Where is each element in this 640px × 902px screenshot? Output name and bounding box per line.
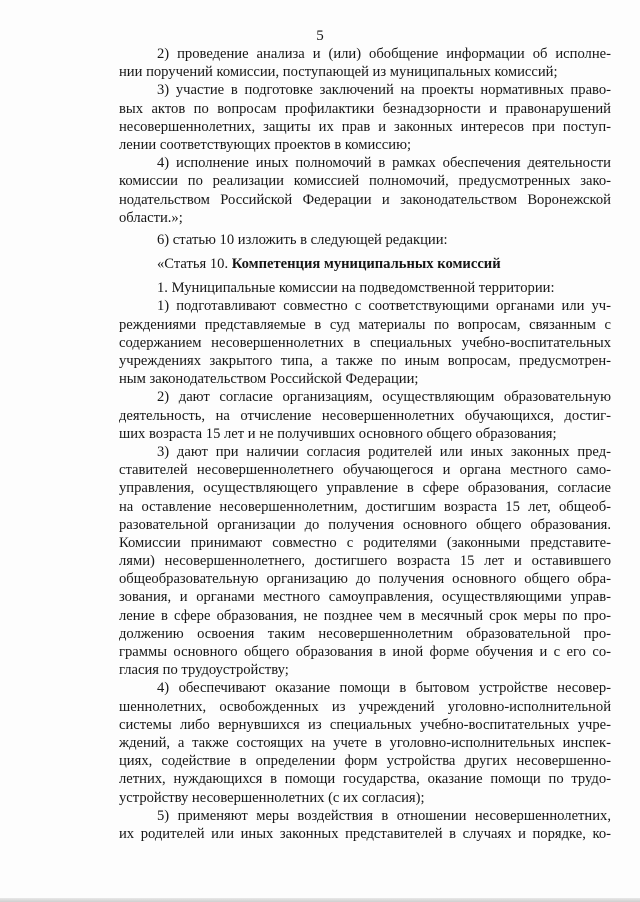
text-line: 3) дают при наличии согласия родителей или иных законных пред- bbox=[157, 443, 611, 460]
text-line: нодательством Российской Федерации и законодательством Воронежской bbox=[119, 191, 611, 208]
text-line: ным законодательством Российской Федерации; bbox=[119, 371, 419, 388]
text-line: 2) дают согласие организациям, осуществляющим образовательную bbox=[157, 389, 611, 406]
text-line: вых актов по вопросам профилактики безнадзорности и правонарушений bbox=[119, 100, 611, 117]
scan-edge bbox=[0, 898, 640, 902]
text-line: 3) участие в подготовке заключений на проекты нормативных право- bbox=[157, 82, 611, 99]
text-line: 6) статью 10 изложить в следующей редакции: bbox=[157, 231, 448, 248]
text-line: ждений, а также состоящих на учете в уголовно-исполнительных инспек- bbox=[119, 734, 611, 751]
text-line: шеннолетних, освобожденных из учреждений уголовно-исполнительной bbox=[119, 698, 611, 715]
text-line: Комиссии принимают совместно с родителями (законными представите- bbox=[119, 534, 611, 551]
text-line: 5) применяют меры воздействия в отношении несовершеннолетних, bbox=[157, 807, 611, 824]
text-line: устройству несовершеннолетних (с их согласия); bbox=[119, 789, 425, 806]
text-line: их родителей или иных законных представителей в случаях и порядке, ко- bbox=[119, 825, 611, 842]
article-heading-title: Компетенция муниципальных комиссий bbox=[231, 256, 501, 273]
text-line: системы либо вернувшихся из специальных учебно-воспитательных учре- bbox=[119, 716, 611, 733]
text-line: содержанием несовершеннолетних в специальных учебно-воспитательных bbox=[119, 334, 611, 351]
text-line: нии поручений комиссии, поступающей из муниципальных комиссий; bbox=[119, 64, 558, 81]
text-line: 4) исполнение иных полномочий в рамках обеспечения деятельности bbox=[157, 155, 611, 172]
document-body bbox=[119, 45, 611, 843]
text-line: ших возраста 15 лет и не получивших основного общего образования; bbox=[119, 425, 557, 442]
text-line: управления, осуществляющего управление в сфере образования, согласие bbox=[119, 480, 611, 497]
page-number: 5 bbox=[316, 28, 324, 44]
article-heading-prefix: «Статья 10. bbox=[157, 256, 232, 273]
text-line: граммы основного общего образования в иной форме обучения и с его со- bbox=[119, 644, 611, 660]
text-line: 1. Муниципальные комиссии на подведомственной территории: bbox=[157, 280, 555, 297]
text-line: общеобразовательную организацию до получения основного общего обра- bbox=[119, 571, 611, 588]
text-line: ставителей несовершеннолетнего обучающегося и органа местного само- bbox=[119, 462, 611, 479]
text-line: 1) подготавливают совместно с соответствующими органами или уч- bbox=[157, 298, 611, 315]
text-line: комиссии по реализации комиссией полномочий, предусмотренных зако- bbox=[119, 173, 611, 190]
article-heading bbox=[119, 255, 611, 273]
text-line: 2) проведение анализа и (или) обобщение информации об исполне- bbox=[157, 46, 611, 62]
text-line: циях, содействие в определении форм устройства других несовершенно- bbox=[119, 753, 611, 770]
text-line: разовательной организации до получения основного общего образования. bbox=[119, 516, 611, 533]
text-line: зования, и органами местного самоуправления, осуществляющими управ- bbox=[119, 589, 611, 606]
text-line: области.»; bbox=[119, 209, 183, 226]
text-line: лями) несовершеннолетнего, достигшего возраста 15 лет и оставившего bbox=[119, 553, 611, 570]
text-line: гласия по трудоустройству; bbox=[119, 662, 289, 679]
text-line: должению освоения таким несовершеннолетним образовательной про- bbox=[119, 625, 611, 642]
text-line: ление в сфере образования, не позднее чем в месячный срок меры по про- bbox=[119, 607, 611, 624]
text-line: реждениями представляемые в суд материалы по вопросам, связанным с bbox=[119, 316, 611, 333]
text-line: летних, нуждающихся в помощи государства, оказание помощи по трудо- bbox=[119, 771, 611, 788]
text-line: учреждениях закрытого типа, а также по иным вопросам, предусмотрен- bbox=[119, 353, 611, 369]
text-line: деятельность, на отчисление несовершеннолетних обучающихся, достиг- bbox=[119, 407, 611, 424]
text-line: на оставление несовершеннолетним, достигшим возраста 15 лет, общеоб- bbox=[119, 498, 611, 515]
text-line: 4) обеспечивают оказание помощи в бытовом устройстве несовер- bbox=[157, 680, 611, 697]
text-line: несовершеннолетних, защиты их прав и законных интересов при поступ- bbox=[119, 118, 611, 135]
text-line: лении соответствующих проектов в комиссию; bbox=[119, 136, 412, 153]
